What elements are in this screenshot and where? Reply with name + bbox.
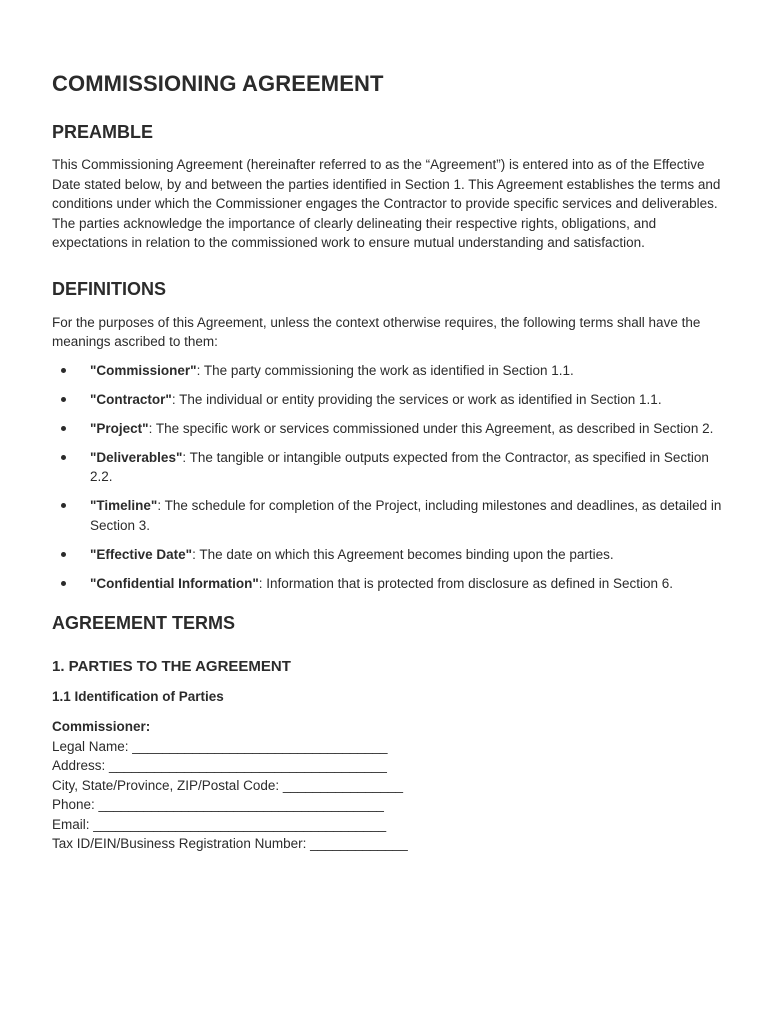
definition-item (52, 419, 722, 439)
definitions-list (52, 361, 722, 594)
definition-term: "Timeline" (90, 498, 158, 513)
definition-item (52, 448, 722, 487)
bullet-icon (61, 426, 66, 431)
definitions-heading: DEFINITIONS (52, 278, 167, 299)
definition-item (52, 545, 722, 565)
definitions-intro: For the purposes of this Agreement, unless the context otherwise requires, the following terms shall have the meanings ascribed to them: (52, 314, 701, 349)
bullet-icon (61, 552, 66, 557)
definition-term: "Project" (90, 420, 149, 436)
definition-item (52, 361, 722, 381)
city-state-zip-field: City, State/Province, ZIP/Postal Code: ________________ (52, 777, 403, 793)
document-page (52, 68, 722, 854)
definition-text: : The date on which this Agreement becomes binding upon the parties. (192, 546, 614, 562)
address-field: Address: _____________________________________ (52, 758, 387, 773)
bullet-icon (61, 397, 66, 402)
definition-text: : The party commissioning the work as identified in Section 1.1. (196, 362, 574, 378)
preamble-text: This Commissioning Agreement (hereinafter referred to as the “Agreement”) is entered into as of the Effective Date stated below, by and between the parties identified in Section 1. This Agreement establishes the terms and conditions under which the Commissioner engages the Contractor to provide specific services and deliverables. The parties acknowledge the importance of clearly delineating their respective rights, obligations, and expectations in relation to the commissioned work to ensure mutual understanding and satisfaction. (52, 157, 721, 250)
bullet-icon (61, 455, 66, 460)
phone-field: Phone: ______________________________________ (52, 797, 384, 812)
definition-text: : The tangible or intangible outputs expected from the Contractor, as specified in Section 2.2. (90, 449, 709, 484)
definition-term: "Deliverables" (90, 449, 183, 465)
commissioner-label: Commissioner: (52, 719, 151, 734)
definition-term: "Effective Date" (90, 546, 193, 562)
document-title: COMMISSIONING AGREEMENT (52, 71, 384, 96)
tax-id-field: Tax ID/EIN/Business Registration Number: _____________ (52, 836, 408, 851)
definition-term: "Commissioner" (90, 362, 197, 378)
legal-name-field: Legal Name: __________________________________ (52, 738, 388, 754)
section-1-heading: 1. PARTIES TO THE AGREEMENT (52, 658, 291, 675)
definition-item (52, 496, 722, 535)
definition-term: "Contractor" (90, 391, 172, 407)
bullet-icon (61, 581, 66, 586)
definition-text: : The specific work or services commissioned under this Agreement, as described in Section 2. (148, 420, 714, 436)
definition-text: : The schedule for completion of the Project, including milestones and deadlines, as detailed in Section 3. (90, 498, 722, 533)
definition-item (52, 574, 722, 594)
section-1-1-heading: 1.1 Identification of Parties (52, 689, 224, 704)
definition-text: : The individual or entity providing the services or work as identified in Section 1.1. (171, 391, 662, 407)
agreement-terms-heading: AGREEMENT TERMS (52, 613, 236, 633)
definition-item (52, 390, 722, 410)
definition-term: "Confidential Information" (90, 575, 259, 591)
definition-text: : Information that is protected from disclosure as defined in Section 6. (258, 575, 674, 591)
bullet-icon (61, 368, 66, 373)
bullet-icon (61, 503, 66, 508)
preamble-heading: PREAMBLE (52, 122, 154, 142)
email-field: Email: _______________________________________ (52, 816, 387, 832)
